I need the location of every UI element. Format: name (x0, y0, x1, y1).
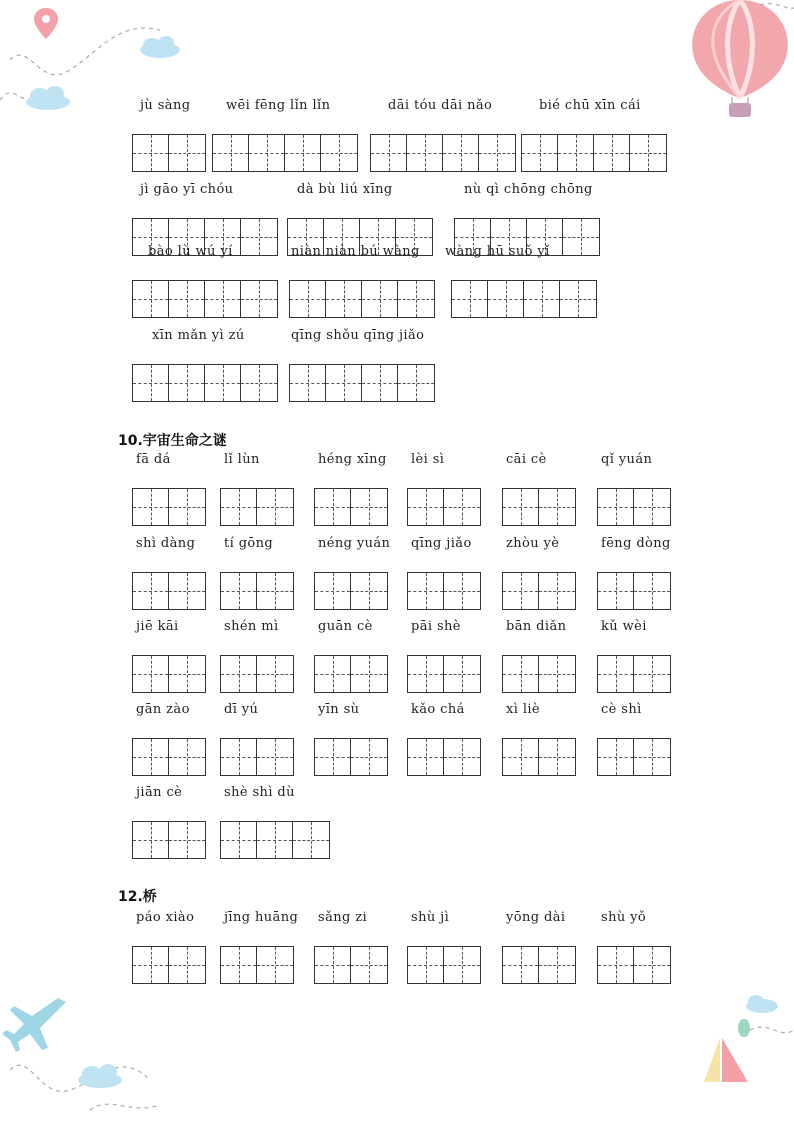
tianzige-cell[interactable] (408, 739, 444, 775)
tianzige-cell[interactable] (634, 489, 670, 525)
pinyin-label: shì dàng (136, 536, 196, 551)
tianzige-cell[interactable] (221, 822, 257, 858)
pinyin-label: fēng dòng (601, 536, 671, 551)
pinyin-label: páo xiào (136, 910, 195, 925)
character-writing-grid[interactable] (407, 738, 481, 776)
character-writing-grid[interactable] (502, 488, 576, 526)
character-writing-grid[interactable] (502, 655, 576, 693)
pinyin-label: jì gāo yī chóu (140, 182, 234, 197)
tianzige-cell[interactable] (398, 365, 434, 401)
tianzige-cell[interactable] (634, 656, 670, 692)
tianzige-cell[interactable] (326, 365, 362, 401)
character-writing-grid[interactable] (502, 738, 576, 776)
pinyin-label: bào lù wú yí (148, 244, 233, 259)
tianzige-cell[interactable] (503, 947, 539, 983)
character-writing-grid[interactable] (220, 655, 294, 693)
pinyin-label: dī yú (224, 702, 259, 717)
pinyin-label: héng xīng (318, 452, 387, 467)
pinyin-label: qīng jiǎo (411, 536, 472, 551)
character-writing-grid[interactable] (220, 946, 294, 984)
tianzige-cell[interactable] (503, 489, 539, 525)
character-writing-grid[interactable] (314, 488, 388, 526)
character-writing-grid[interactable] (220, 738, 294, 776)
tianzige-cell[interactable] (205, 281, 241, 317)
character-writing-grid[interactable] (502, 572, 576, 610)
tianzige-cell[interactable] (221, 573, 257, 609)
tianzige-cell[interactable] (408, 489, 444, 525)
tianzige-cell[interactable] (407, 135, 443, 171)
pinyin-label: xì liè (506, 702, 541, 717)
character-writing-grid[interactable] (314, 946, 388, 984)
pinyin-label: jiē kāi (136, 619, 179, 634)
tianzige-cell[interactable] (241, 219, 277, 255)
character-writing-grid[interactable] (220, 488, 294, 526)
tianzige-cell[interactable] (444, 739, 480, 775)
tianzige-cell[interactable] (169, 365, 205, 401)
pinyin-label: fā dá (136, 452, 171, 467)
tianzige-cell[interactable] (133, 281, 169, 317)
tianzige-cell[interactable] (488, 281, 524, 317)
pinyin-label: qǐ yuán (601, 452, 653, 467)
character-writing-grid[interactable] (407, 655, 481, 693)
character-writing-grid[interactable] (132, 946, 206, 984)
pinyin-label: wàng hū suǒ yǐ (445, 244, 550, 259)
tianzige-cell[interactable] (598, 947, 634, 983)
tianzige-cell[interactable] (326, 281, 362, 317)
tianzige-cell[interactable] (133, 135, 169, 171)
tianzige-cell[interactable] (598, 573, 634, 609)
tianzige-cell[interactable] (351, 947, 387, 983)
airplane-icon (2, 998, 66, 1052)
character-writing-grid[interactable] (597, 738, 671, 776)
tianzige-cell[interactable] (539, 489, 575, 525)
character-writing-grid[interactable] (132, 134, 206, 172)
tianzige-cell[interactable] (257, 822, 293, 858)
tianzige-cell[interactable] (133, 489, 169, 525)
tianzige-cell[interactable] (522, 135, 558, 171)
tianzige-cell[interactable] (221, 947, 257, 983)
tianzige-cell[interactable] (257, 656, 293, 692)
tianzige-cell[interactable] (351, 489, 387, 525)
tianzige-cell[interactable] (315, 573, 351, 609)
tianzige-cell[interactable] (598, 489, 634, 525)
pinyin-label: shù yǒ (601, 910, 647, 925)
character-writing-grid[interactable] (220, 572, 294, 610)
balloon-small-icon (738, 1019, 750, 1037)
pinyin-label: dà bù liú xīng (297, 182, 393, 197)
pinyin-label: jīng huāng (224, 910, 299, 925)
pinyin-label: yōng dài (506, 910, 566, 925)
tianzige-cell[interactable] (598, 739, 634, 775)
tianzige-cell[interactable] (241, 281, 277, 317)
tianzige-cell[interactable] (371, 135, 407, 171)
tianzige-cell[interactable] (479, 135, 515, 171)
tianzige-cell[interactable] (634, 573, 670, 609)
tianzige-cell[interactable] (133, 822, 169, 858)
character-writing-grid[interactable] (132, 572, 206, 610)
tianzige-cell[interactable] (321, 135, 357, 171)
tianzige-cell[interactable] (362, 365, 398, 401)
tianzige-cell[interactable] (539, 656, 575, 692)
tianzige-cell[interactable] (315, 739, 351, 775)
pinyin-label: dāi tóu dāi nǎo (388, 98, 493, 113)
tianzige-cell[interactable] (290, 281, 326, 317)
tianzige-cell[interactable] (213, 135, 249, 171)
tianzige-cell[interactable] (452, 281, 488, 317)
tianzige-cell[interactable] (443, 135, 479, 171)
character-writing-grid[interactable] (407, 572, 481, 610)
tianzige-cell[interactable] (169, 739, 205, 775)
pinyin-label: lèi sì (411, 452, 445, 467)
tianzige-cell[interactable] (362, 281, 398, 317)
cloud-icon (140, 36, 180, 58)
tianzige-cell[interactable] (351, 573, 387, 609)
tianzige-cell[interactable] (285, 135, 321, 171)
pinyin-label: kǎo chá (411, 702, 465, 717)
pinyin-label: wēi fēng lǐn lǐn (226, 98, 331, 113)
tianzige-cell[interactable] (315, 947, 351, 983)
character-writing-grid[interactable] (502, 946, 576, 984)
character-writing-grid[interactable] (521, 134, 667, 172)
tianzige-cell[interactable] (503, 739, 539, 775)
tianzige-cell[interactable] (221, 656, 257, 692)
pinyin-label: yīn sù (318, 702, 360, 717)
character-writing-grid[interactable] (407, 946, 481, 984)
tianzige-cell[interactable] (169, 489, 205, 525)
tianzige-cell[interactable] (539, 739, 575, 775)
bottom-left-decoration (0, 990, 180, 1122)
tianzige-cell[interactable] (444, 656, 480, 692)
tianzige-cell[interactable] (563, 219, 599, 255)
tianzige-cell[interactable] (205, 365, 241, 401)
character-writing-grid[interactable] (314, 655, 388, 693)
character-writing-grid[interactable] (289, 280, 435, 318)
pinyin-label: kǔ wèi (601, 619, 647, 634)
tianzige-cell[interactable] (630, 135, 666, 171)
tianzige-cell[interactable] (539, 947, 575, 983)
section-title: 10.宇宙生命之谜 (118, 433, 227, 449)
tianzige-cell[interactable] (558, 135, 594, 171)
pinyin-label: bān diǎn (506, 619, 567, 634)
tianzige-cell[interactable] (444, 489, 480, 525)
character-writing-grid[interactable] (370, 134, 516, 172)
tianzige-cell[interactable] (315, 656, 351, 692)
tianzige-cell[interactable] (221, 739, 257, 775)
character-writing-grid[interactable] (132, 655, 206, 693)
tianzige-cell[interactable] (133, 365, 169, 401)
sailboat-icon (704, 1038, 748, 1082)
pinyin-label: guān cè (318, 619, 373, 634)
character-writing-grid[interactable] (597, 488, 671, 526)
pinyin-label: xīn mǎn yì zú (152, 328, 245, 343)
cloud-icon (26, 86, 70, 110)
character-writing-grid[interactable] (212, 134, 358, 172)
pinyin-label: lǐ lùn (224, 452, 260, 467)
pinyin-label: pāi shè (411, 619, 461, 634)
pinyin-label: bié chū xīn cái (539, 98, 641, 113)
pinyin-label: zhòu yè (506, 536, 560, 551)
tianzige-cell[interactable] (169, 573, 205, 609)
tianzige-cell[interactable] (444, 573, 480, 609)
tianzige-cell[interactable] (241, 365, 277, 401)
tianzige-cell[interactable] (539, 573, 575, 609)
tianzige-cell[interactable] (221, 489, 257, 525)
bottom-right-decoration (690, 990, 794, 1090)
pinyin-label: cè shì (601, 702, 642, 717)
cloud-icon (746, 995, 778, 1013)
tianzige-cell[interactable] (408, 573, 444, 609)
character-writing-grid[interactable] (220, 821, 330, 859)
tianzige-cell[interactable] (133, 739, 169, 775)
tianzige-cell[interactable] (444, 947, 480, 983)
tianzige-cell[interactable] (257, 739, 293, 775)
tianzige-cell[interactable] (257, 573, 293, 609)
tianzige-cell[interactable] (133, 656, 169, 692)
tianzige-cell[interactable] (524, 281, 560, 317)
tianzige-cell[interactable] (594, 135, 630, 171)
tianzige-cell[interactable] (169, 656, 205, 692)
character-writing-grid[interactable] (132, 488, 206, 526)
section-title: 12.桥 (118, 889, 157, 905)
tianzige-cell[interactable] (133, 947, 169, 983)
tianzige-cell[interactable] (560, 281, 596, 317)
pinyin-label: nù qì chōng chōng (464, 182, 593, 197)
pinyin-label: shù jì (411, 910, 450, 925)
tianzige-cell[interactable] (293, 822, 329, 858)
tianzige-cell[interactable] (169, 947, 205, 983)
tianzige-cell[interactable] (315, 489, 351, 525)
tianzige-cell[interactable] (351, 739, 387, 775)
character-writing-grid[interactable] (132, 364, 278, 402)
hot-air-balloon-icon (680, 0, 794, 125)
pinyin-label: cāi cè (506, 452, 547, 467)
tianzige-cell[interactable] (169, 822, 205, 858)
tianzige-cell[interactable] (257, 489, 293, 525)
character-writing-grid[interactable] (597, 946, 671, 984)
character-writing-grid[interactable] (289, 364, 435, 402)
character-writing-grid[interactable] (597, 655, 671, 693)
pinyin-label: shén mì (224, 619, 279, 634)
character-writing-grid[interactable] (451, 280, 597, 318)
pinyin-label: qīng shǒu qīng jiǎo (291, 328, 425, 343)
tianzige-cell[interactable] (634, 739, 670, 775)
tianzige-cell[interactable] (169, 135, 205, 171)
character-writing-grid[interactable] (132, 280, 278, 318)
character-writing-grid[interactable] (314, 738, 388, 776)
character-writing-grid[interactable] (407, 488, 481, 526)
map-pin-icon (34, 8, 58, 39)
pinyin-label: sǎng zi (318, 910, 368, 925)
character-writing-grid[interactable] (132, 821, 206, 859)
tianzige-cell[interactable] (408, 947, 444, 983)
pinyin-label: néng yuán (318, 536, 391, 551)
pinyin-label: tí gōng (224, 536, 274, 551)
tianzige-cell[interactable] (634, 947, 670, 983)
pinyin-label: shè shì dù (224, 785, 295, 800)
pinyin-label: gān zào (136, 702, 190, 717)
pinyin-label: niàn niàn bú wàng (291, 244, 420, 259)
tianzige-cell[interactable] (169, 281, 205, 317)
cloud-icon (78, 1064, 122, 1088)
character-writing-grid[interactable] (314, 572, 388, 610)
tianzige-cell[interactable] (249, 135, 285, 171)
pinyin-label: jù sàng (140, 98, 191, 113)
tianzige-cell[interactable] (133, 573, 169, 609)
tianzige-cell[interactable] (598, 656, 634, 692)
character-writing-grid[interactable] (132, 738, 206, 776)
tianzige-cell[interactable] (290, 365, 326, 401)
pinyin-label: jiān cè (136, 785, 183, 800)
tianzige-cell[interactable] (503, 573, 539, 609)
tianzige-cell[interactable] (351, 656, 387, 692)
character-writing-grid[interactable] (597, 572, 671, 610)
tianzige-cell[interactable] (257, 947, 293, 983)
tianzige-cell[interactable] (408, 656, 444, 692)
tianzige-cell[interactable] (503, 656, 539, 692)
tianzige-cell[interactable] (398, 281, 434, 317)
